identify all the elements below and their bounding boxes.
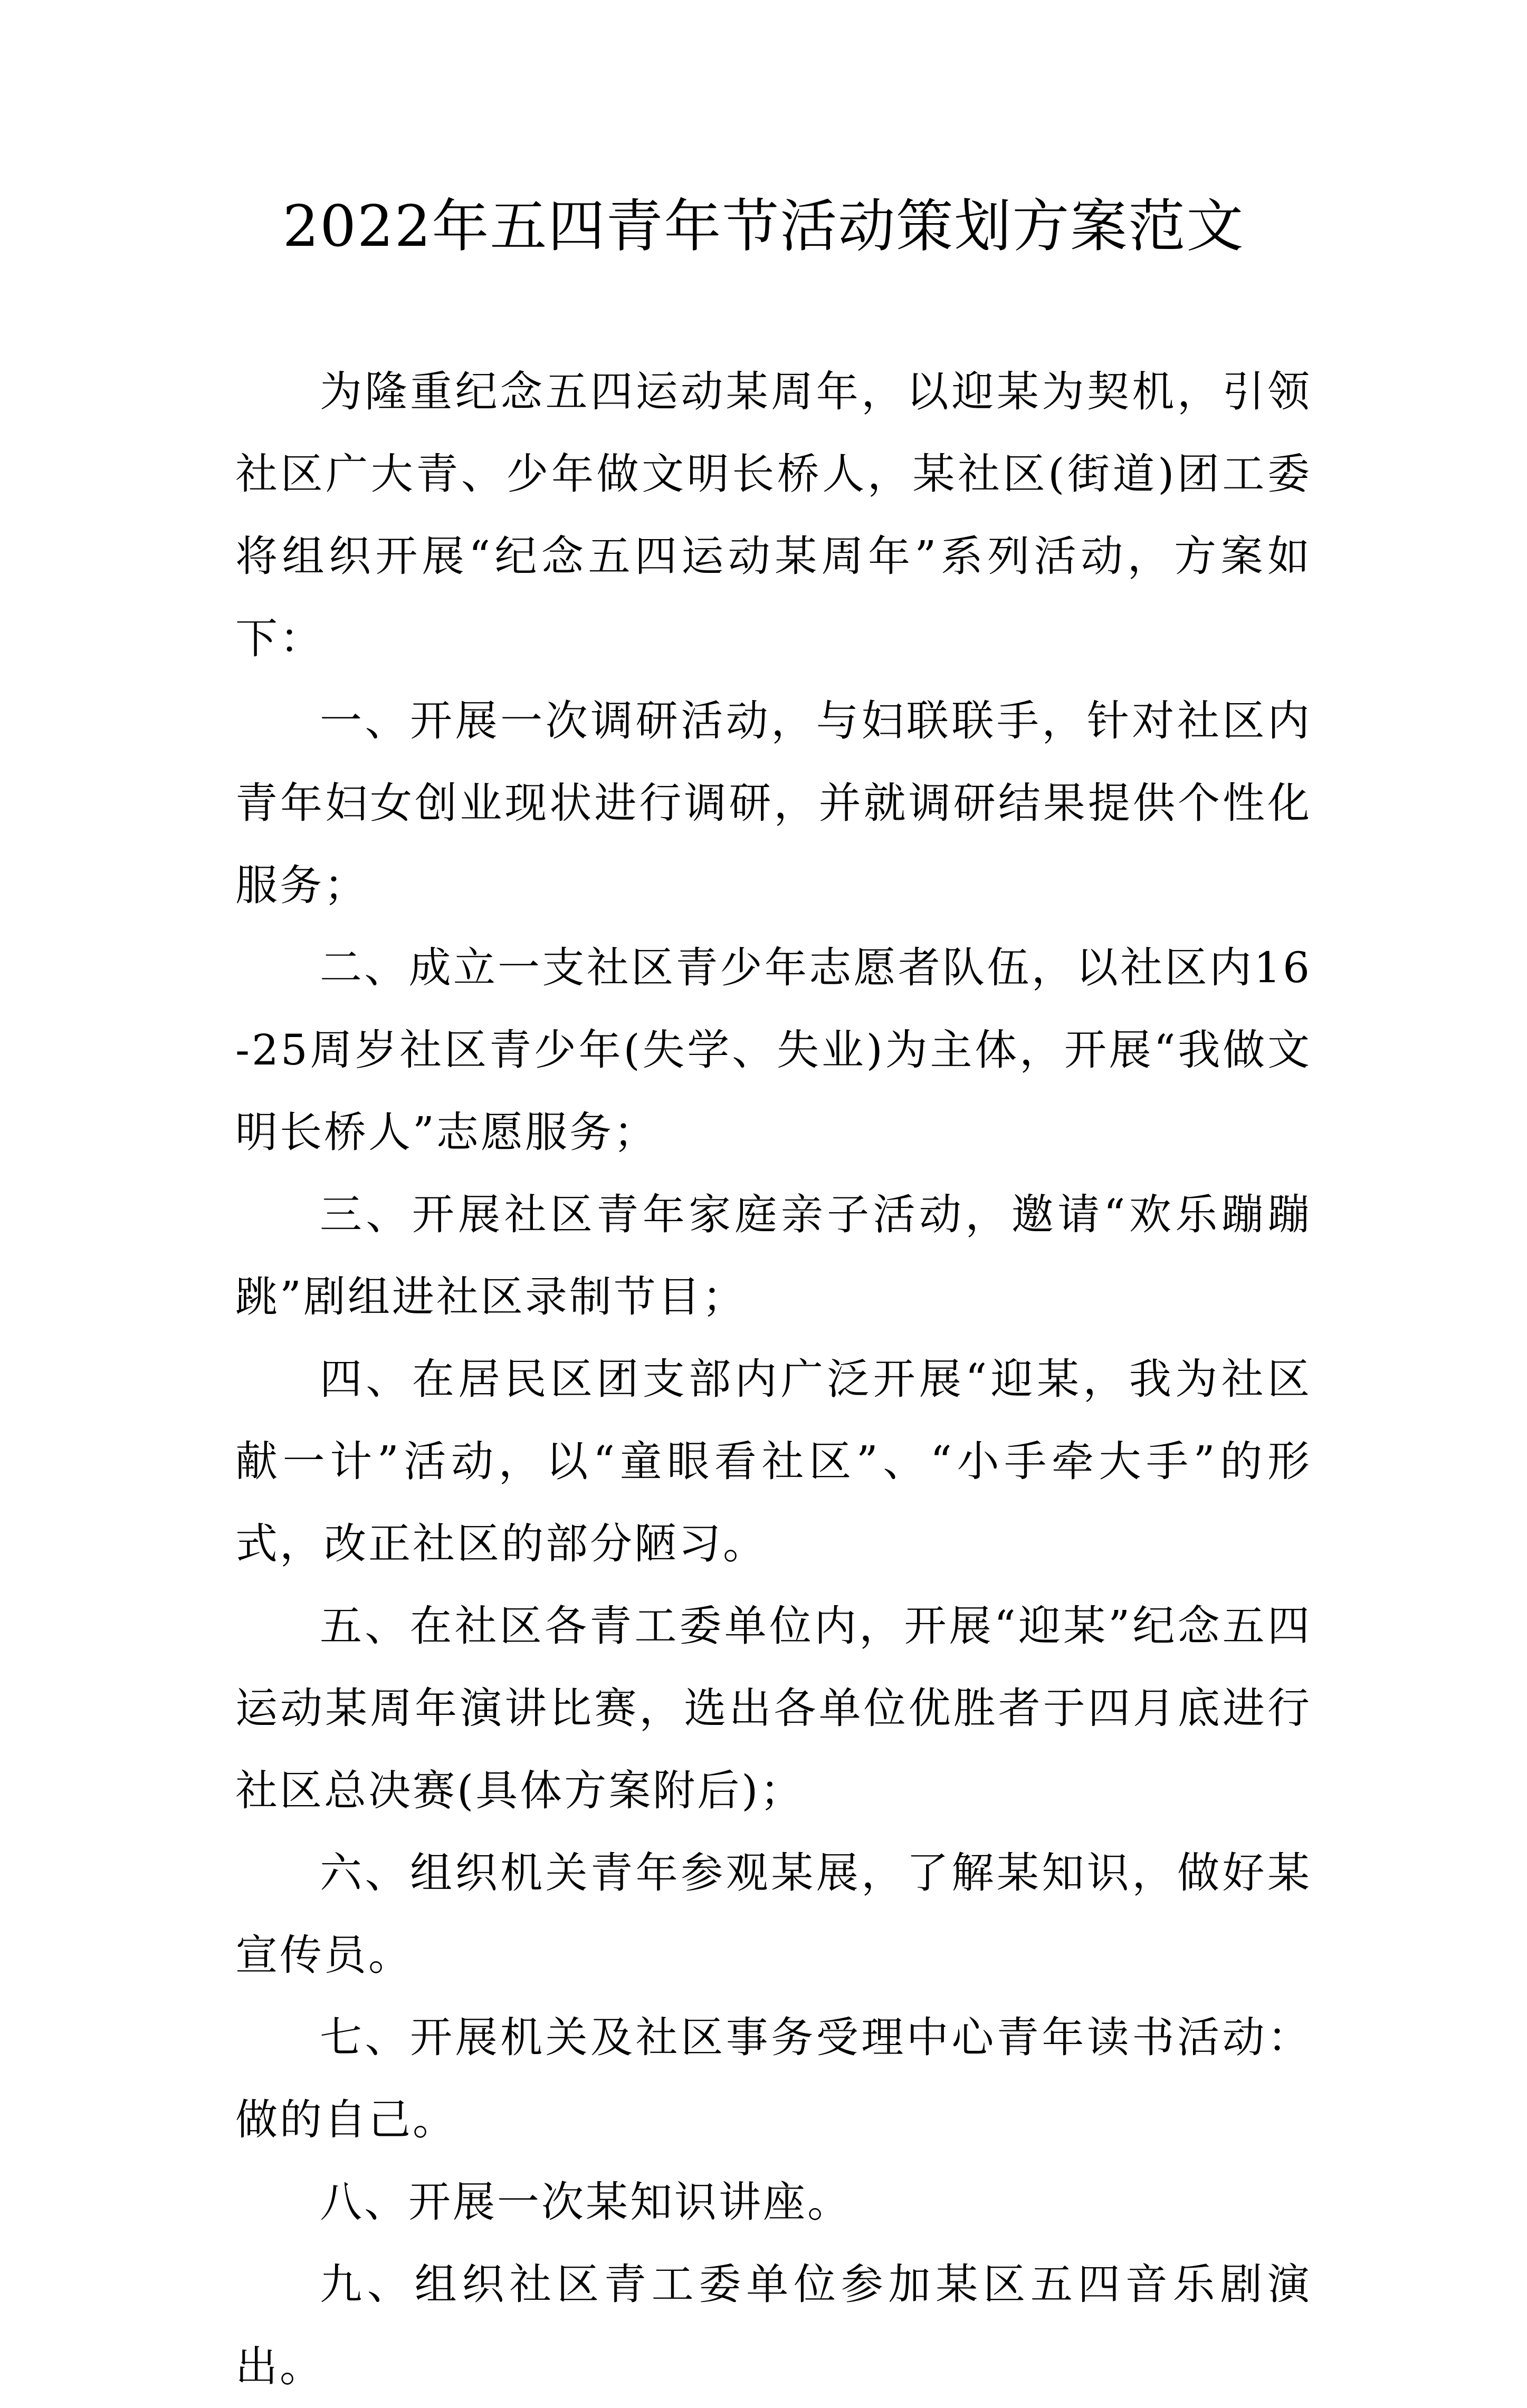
paragraph-item-5: 五、在社区各青工委单位内，开展“迎某”纪念五四运动某周年演讲比赛，选出各单位优胜者于四月底进行社区总决赛(具体方案附后)； <box>235 1601 1312 1815</box>
paragraph-item-2: 二、成立一支社区青少年志愿者队伍，以社区内16-25周岁社区青少年(失学、失业)为主体，开展“我做文明长桥人”志愿服务； <box>235 943 1312 1157</box>
paragraph-item-1: 一、开展一次调研活动，与妇联联手，针对社区内青年妇女创业现状进行调研，并就调研结果提供个性化服务； <box>235 696 1312 910</box>
paragraph-item-4: 四、在居民区团支部内广泛开展“迎某，我为社区献一计”活动，以“童眼看社区”、“小手牵大手”的形式，改正社区的部分陋习。 <box>235 1355 1312 1568</box>
paragraph-item-6: 六、组织机关青年参观某展，了解某知识，做好某宣传员。 <box>235 1848 1312 1980</box>
document-body <box>235 351 1312 2408</box>
paragraph-item-9: 九、组织社区青工委单位参加某区五四音乐剧演出。 <box>235 2260 1312 2391</box>
paragraph-intro: 为隆重纪念五四运动某周年，以迎某为契机，引领社区广大青、少年做文明长桥人，某社区(街道)团工委将组织开展“纪念五四运动某周年”系列活动，方案如下： <box>235 367 1312 663</box>
paragraph-item-8: 八、开展一次某知识讲座。 <box>320 2177 852 2227</box>
paragraph-item-7: 七、开展机关及社区事务受理中心青年读书活动：做的自己。 <box>235 2013 1312 2144</box>
paragraph-item-3: 三、开展社区青年家庭亲子活动，邀请“欢乐蹦蹦跳”剧组进社区录制节目； <box>235 1190 1312 1321</box>
document-title: 2022年五四青年节活动策划方案范文 <box>282 194 1245 260</box>
